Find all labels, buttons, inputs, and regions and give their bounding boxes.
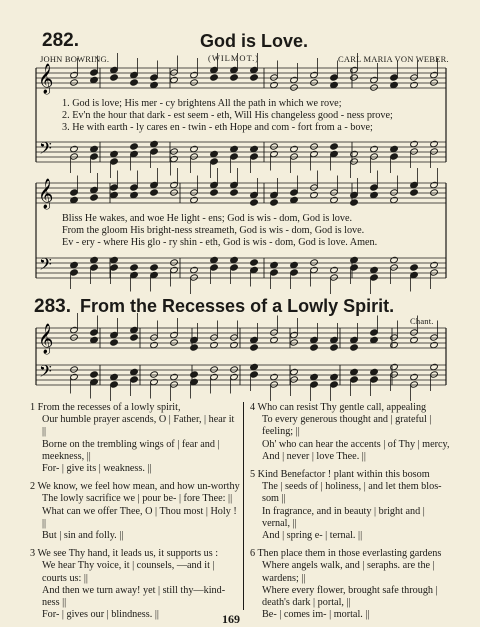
note-head <box>210 373 219 380</box>
note-head <box>430 363 439 370</box>
note-head <box>250 336 259 343</box>
note-head <box>390 264 399 271</box>
note-head <box>90 329 99 336</box>
note-head <box>410 271 419 278</box>
hymn-283-title: From the Recesses of a Lowly Spirit. <box>80 296 395 316</box>
note-head <box>210 150 219 157</box>
hymn-282-number: 282. <box>42 30 79 51</box>
hymn-282-title: God is Love. <box>200 31 309 51</box>
note-head <box>230 264 239 271</box>
note-head <box>370 376 379 383</box>
note-head <box>130 143 139 150</box>
note-head <box>370 329 379 336</box>
hymn-283-label: Chant. <box>410 316 434 326</box>
treble-clef-icon: 𝄞 <box>38 179 54 209</box>
note-head <box>350 344 359 351</box>
verse-3-line-2: We hear Thy voice, it | counsels, —and it | courts us: || <box>42 560 215 584</box>
note-head <box>330 344 339 351</box>
note-head <box>430 334 439 341</box>
note-head <box>90 378 99 385</box>
note-head <box>310 79 319 86</box>
note-head <box>190 371 199 378</box>
note-head <box>370 145 379 152</box>
note-head <box>390 74 399 81</box>
note-head <box>390 153 399 160</box>
note-head <box>230 181 239 188</box>
note-head <box>190 145 199 152</box>
note-head <box>370 274 379 281</box>
note-head <box>250 363 259 370</box>
note-head <box>230 341 239 348</box>
note-head <box>350 74 359 81</box>
note-head <box>70 153 79 160</box>
note-head <box>270 150 279 157</box>
note-head <box>90 264 99 271</box>
note-head <box>150 140 159 147</box>
note-head <box>150 181 159 188</box>
note-head <box>70 71 79 78</box>
note-head <box>310 373 319 380</box>
note-head <box>350 150 359 157</box>
note-head <box>130 191 139 198</box>
note-head <box>250 371 259 378</box>
hymn-282-line1-verse3: 3. He with earth - ly cares en - twin - eth Hope and com - fort from a - bove; <box>62 122 373 133</box>
verse-4-line-4: And | never | love Thee. || <box>262 450 366 462</box>
note-head <box>110 256 119 263</box>
note-head <box>150 264 159 271</box>
note-head <box>330 150 339 157</box>
note-head <box>150 189 159 196</box>
note-head <box>190 378 199 385</box>
note-head <box>190 344 199 351</box>
note-head <box>270 329 279 336</box>
verse-6-line-3: Where every flower, brought safe through | death's dark | portal, || <box>262 584 438 609</box>
verse-5-line-4: And | spring e- | ternal. || <box>262 530 363 542</box>
note-head <box>370 153 379 160</box>
note-head <box>70 326 79 333</box>
hymn-282-line2-verse1: Bliss He wakes, and woe He light - ens; God is wis - dom, God is love. <box>62 213 353 224</box>
note-head <box>90 256 99 263</box>
verse-5-line-2: The | seeds of | holiness, | and let them blos-som || <box>262 481 442 505</box>
note-head <box>90 153 99 160</box>
note-head <box>410 148 419 155</box>
note-head <box>170 259 179 266</box>
note-head <box>410 74 419 81</box>
note-head <box>350 376 359 383</box>
verse-5-line-3: In fragrance, and in beauty | bright and | vernal, || <box>262 505 425 529</box>
note-head <box>370 266 379 273</box>
note-head <box>190 266 199 273</box>
note-head <box>310 344 319 351</box>
verse-2-line-3: What can we offer Thee, O | Thou most | Holy ! || <box>42 505 237 529</box>
note-head <box>350 66 359 73</box>
note-head <box>270 373 279 380</box>
note-head <box>410 329 419 336</box>
verse-3-first: 3 We see Thy hand, it leads us, it supports us : <box>30 548 219 560</box>
bass-clef-icon: 𝄢 <box>39 361 52 385</box>
note-head <box>90 69 99 76</box>
note-head <box>170 381 179 388</box>
note-head <box>210 158 219 165</box>
note-head <box>130 184 139 191</box>
verses-left-column <box>30 402 240 621</box>
hymn-282-line1-verse1: 1. God is love; His mer - cy brightens All the path in which we rove; <box>62 98 342 109</box>
note-head <box>210 366 219 373</box>
note-head <box>390 341 399 348</box>
verse-6 <box>250 548 454 621</box>
note-head <box>270 74 279 81</box>
note-head <box>330 189 339 196</box>
note-head <box>90 336 99 343</box>
note-head <box>270 191 279 198</box>
note-head <box>330 336 339 343</box>
note-head <box>330 266 339 273</box>
hymn-282-composer: CARL MARIA VON WEBER. <box>338 54 449 64</box>
note-head <box>110 373 119 380</box>
verse-2-line-2: The lowly sacrifice we | pour be- | fore Thee: || <box>42 493 233 505</box>
note-head <box>230 66 239 73</box>
note-head <box>290 376 299 383</box>
note-head <box>170 155 179 162</box>
note-head <box>110 381 119 388</box>
note-head <box>290 189 299 196</box>
note-head <box>170 189 179 196</box>
hymn-282-author: JOHN BOWRING. <box>40 54 110 64</box>
note-head <box>410 181 419 188</box>
note-head <box>370 336 379 343</box>
note-head <box>190 71 199 78</box>
note-head <box>430 148 439 155</box>
note-head <box>190 79 199 86</box>
note-head <box>350 264 359 271</box>
note-head <box>170 76 179 83</box>
note-head <box>310 71 319 78</box>
note-head <box>110 158 119 165</box>
note-head <box>390 189 399 196</box>
verse-3-line-4: For- | gives our | blindness. || <box>42 609 159 621</box>
note-head <box>430 189 439 196</box>
note-head <box>90 145 99 152</box>
note-head <box>70 334 79 341</box>
note-head <box>210 334 219 341</box>
note-head <box>110 191 119 198</box>
note-head <box>170 148 179 155</box>
note-head <box>130 271 139 278</box>
note-head <box>330 381 339 388</box>
note-head <box>250 266 259 273</box>
note-head <box>170 266 179 273</box>
verse-2-line-4: But | sin and folly. || <box>42 530 124 542</box>
note-head <box>350 336 359 343</box>
verse-1-line-3: Borne on the trembling wings of | fear and | meekness, || <box>42 438 220 462</box>
note-head <box>410 336 419 343</box>
note-head <box>90 371 99 378</box>
note-head <box>130 368 139 375</box>
note-head <box>110 150 119 157</box>
verse-1 <box>30 402 240 475</box>
note-head <box>170 181 179 188</box>
note-head <box>390 371 399 378</box>
note-head <box>130 264 139 271</box>
note-head <box>230 74 239 81</box>
note-head <box>290 76 299 83</box>
note-head <box>130 334 139 341</box>
verse-1-first: 1 From the recesses of a lowly spirit, <box>30 402 181 413</box>
note-head <box>350 256 359 263</box>
note-head <box>290 153 299 160</box>
note-head <box>210 256 219 263</box>
note-head <box>430 371 439 378</box>
note-head <box>350 158 359 165</box>
note-head <box>390 81 399 88</box>
note-head <box>310 336 319 343</box>
verse-5 <box>250 469 454 542</box>
note-head <box>230 373 239 380</box>
note-head <box>170 331 179 338</box>
note-head <box>70 373 79 380</box>
note-head <box>370 84 379 91</box>
note-head <box>130 150 139 157</box>
note-head <box>290 331 299 338</box>
note-head <box>390 256 399 263</box>
note-head <box>370 191 379 198</box>
note-head <box>270 261 279 268</box>
note-head <box>70 145 79 152</box>
verse-4-line-3: Oh' who can hear the accents | of Thy | mercy, <box>262 438 450 450</box>
note-head <box>290 269 299 276</box>
verse-4 <box>250 402 454 463</box>
note-head <box>210 189 219 196</box>
note-head <box>70 261 79 268</box>
note-head <box>70 189 79 196</box>
bass-clef-icon: 𝄢 <box>39 254 52 278</box>
note-head <box>210 66 219 73</box>
hymn-282-line1-verse2: 2. Ev'n the hour that dark - est seem - eth, Will His changeless good - ness prove; <box>62 110 393 121</box>
note-head <box>290 339 299 346</box>
note-head <box>150 334 159 341</box>
note-head <box>210 181 219 188</box>
note-head <box>430 140 439 147</box>
note-head <box>390 334 399 341</box>
note-head <box>110 264 119 271</box>
note-head <box>270 199 279 206</box>
note-head <box>350 191 359 198</box>
note-head <box>270 336 279 343</box>
note-head <box>310 143 319 150</box>
verse-5-first: 5 Kind Benefactor ! plant within this bosom <box>250 469 430 481</box>
verse-6-line-2: Where angels walk, and | seraphs. are the | wardens; || <box>262 560 435 584</box>
note-head <box>310 266 319 273</box>
verse-6-line-4: Be- | comes im- | mortal. || <box>262 609 370 621</box>
note-head <box>250 191 259 198</box>
note-head <box>290 261 299 268</box>
column-divider <box>243 402 244 610</box>
note-head <box>210 74 219 81</box>
note-head <box>270 81 279 88</box>
note-head <box>150 81 159 88</box>
note-head <box>190 153 199 160</box>
note-head <box>110 66 119 73</box>
note-head <box>330 274 339 281</box>
note-head <box>350 199 359 206</box>
note-head <box>250 259 259 266</box>
note-head <box>250 344 259 351</box>
note-head <box>430 341 439 348</box>
note-head <box>250 145 259 152</box>
note-head <box>270 143 279 150</box>
note-head <box>70 79 79 86</box>
note-head <box>330 373 339 380</box>
note-head <box>430 261 439 268</box>
note-head <box>250 74 259 81</box>
hymn-283-number: 283. <box>34 296 71 317</box>
note-head <box>310 191 319 198</box>
note-head <box>130 71 139 78</box>
note-head <box>430 269 439 276</box>
note-head <box>430 79 439 86</box>
note-head <box>110 74 119 81</box>
note-head <box>290 196 299 203</box>
note-head <box>170 69 179 76</box>
note-head <box>210 264 219 271</box>
note-head <box>250 153 259 160</box>
note-head <box>90 194 99 201</box>
treble-clef-icon: 𝄞 <box>38 64 54 94</box>
hymn-282-line2-verse2: From the gloom His bright-ness streameth, God is wis - dom, God is love. <box>62 225 365 236</box>
note-head <box>370 184 379 191</box>
verse-1-line-2: Our humble prayer ascends, O | Father, | hear it || <box>42 414 235 438</box>
note-head <box>150 378 159 385</box>
note-head <box>410 189 419 196</box>
note-head <box>230 145 239 152</box>
hymn-282-line2-verse3: Ev - ery - where His glo - ry shin - eth, God is wis - dom, God is love. Amen. <box>62 237 378 248</box>
note-head <box>410 140 419 147</box>
note-head <box>330 74 339 81</box>
note-head <box>130 376 139 383</box>
note-head <box>290 368 299 375</box>
note-head <box>410 373 419 380</box>
note-head <box>270 269 279 276</box>
verse-3-line-3: And then we turn away! yet | still thy—kind-ness || <box>42 584 226 609</box>
verse-2 <box>30 481 240 542</box>
verse-2-first: 2 We know, we feel how mean, and how un-worthy <box>30 481 240 493</box>
note-head <box>150 371 159 378</box>
note-head <box>150 341 159 348</box>
note-head <box>250 199 259 206</box>
verse-3 <box>30 548 240 621</box>
note-head <box>330 143 339 150</box>
note-head <box>250 66 259 73</box>
note-head <box>230 334 239 341</box>
note-head <box>70 196 79 203</box>
note-head <box>230 256 239 263</box>
hymn-282-tune: (WILMOT.) <box>208 53 260 63</box>
bass-clef-icon: 𝄢 <box>39 138 52 162</box>
note-head <box>430 181 439 188</box>
note-head <box>290 84 299 91</box>
note-head <box>410 264 419 271</box>
note-head <box>390 363 399 370</box>
note-head <box>110 184 119 191</box>
note-head <box>310 150 319 157</box>
page-number: 169 <box>222 612 240 626</box>
note-head <box>90 76 99 83</box>
note-head <box>390 196 399 203</box>
note-head <box>310 381 319 388</box>
note-head <box>190 336 199 343</box>
note-head <box>110 339 119 346</box>
note-head <box>190 274 199 281</box>
note-head <box>150 148 159 155</box>
note-head <box>230 366 239 373</box>
note-head <box>90 186 99 193</box>
note-head <box>70 366 79 373</box>
note-head <box>170 373 179 380</box>
note-head <box>350 368 359 375</box>
note-head <box>270 381 279 388</box>
note-head <box>150 271 159 278</box>
note-head <box>370 368 379 375</box>
note-head <box>170 339 179 346</box>
note-head <box>330 81 339 88</box>
note-head <box>230 189 239 196</box>
note-head <box>390 145 399 152</box>
note-head <box>330 196 339 203</box>
verse-6-first: 6 Then place them in those everlasting gardens <box>250 548 442 560</box>
note-head <box>70 269 79 276</box>
note-head <box>230 153 239 160</box>
verse-4-line-2: To every generous thought and | grateful | feeling; || <box>262 414 432 438</box>
note-head <box>410 381 419 388</box>
note-head <box>110 331 119 338</box>
note-head <box>190 189 199 196</box>
note-head <box>290 145 299 152</box>
treble-clef-icon: 𝄞 <box>38 324 54 354</box>
note-head <box>210 341 219 348</box>
note-head <box>310 259 319 266</box>
verses-right-column <box>250 402 454 621</box>
note-head <box>310 184 319 191</box>
note-head <box>410 81 419 88</box>
note-head <box>130 326 139 333</box>
note-head <box>130 79 139 86</box>
verse-4-first: 4 Who can resist Thy gentle call, appealing <box>250 402 427 413</box>
note-head <box>430 71 439 78</box>
note-head <box>370 76 379 83</box>
note-head <box>190 196 199 203</box>
verse-1-line-4: For- | give its | weakness. || <box>42 463 152 475</box>
note-head <box>150 74 159 81</box>
